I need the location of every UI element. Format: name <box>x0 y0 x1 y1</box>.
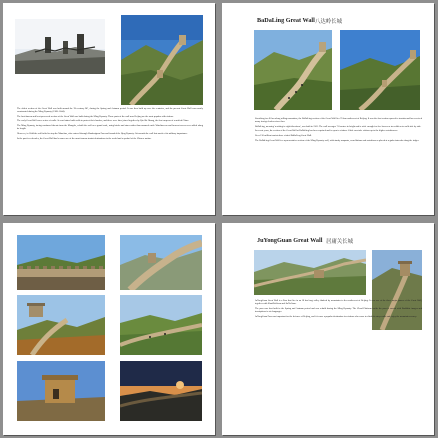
document-page-1[interactable] <box>3 3 215 215</box>
paragraph: JuYongGuan Great Wall is a Pass that lies in an 18 km long valley flanked by mountains to the north-west of Beijing. It was one of the three major passes of the Great Wall, together with ShanHaiGuan and JiaYuGuan. <box>255 299 422 306</box>
paragraph: Over 130 million tourists have visited BaDaLing Great Wall. <box>255 134 312 138</box>
paragraph: Stretching for 45 km along rolling mountains, the BaDaLing section of the Great Wall lies 70 km north-west of Beijing. It was the first section opened to tourists and has received many foreign leaders since then. <box>255 117 422 124</box>
paragraph: BaDaLing, meaning 'reaching in eight directions', was built in 1505. The wall averages 7.8 metres in height and is wide enough for five horses or ten soldiers to walk side by side. <box>255 124 422 128</box>
watchtower-dusk-photo <box>17 361 105 421</box>
page-title: BaDaLing Great Wall <box>257 17 315 24</box>
paragraph: The Ming Dynasty, facing continued threats from the Mongols, rebuilt the wall on a grand scale, using bricks and stone rather than rammed earth. Watchtowers and beacon towers were added along its length. <box>17 124 203 131</box>
great-wall-towers-photo <box>15 19 105 74</box>
page-title-chinese: 居庸关长城 <box>326 239 353 245</box>
paragraph: The pass was first built in the Spring and Autumn period and was rebuilt during the Ming Dynasty. The Cloud Platform inside the pass is carved with Buddhist images and inscriptions in six languages. <box>255 306 422 313</box>
watchtower-autumn-photo <box>17 295 105 355</box>
battlements-photo <box>17 235 105 290</box>
paragraph: In the past few decades, the Great Wall has become one of the most famous tourist destinations in the world and a symbol of the Chinese nation. <box>17 136 152 140</box>
paragraph: The early Great Wall was a series of walls. Several states built walls to protect their borders, and these were later joined together by Qin Shi Huang, the first emperor of a unified China. <box>17 119 189 123</box>
paragraph: In recent years, the section of the Great Wall at BaDaLing has been repaired and is open to visitors. Cable cars take visitors up to the higher watchtowers. <box>255 129 398 133</box>
paragraph: The BaDaLing Great Wall is a representative section of the Ming Dynasty wall, with sturdy ramparts, crenellations and watchtowers placed at regular intervals along the ridges. <box>255 138 420 142</box>
page-2-body-text <box>255 117 422 209</box>
steep-wall-photo <box>120 235 202 290</box>
document-page-4[interactable] <box>222 223 434 435</box>
great-wall-mountain-photo <box>121 15 203 105</box>
juyongguan-pass-photo <box>254 250 366 295</box>
badaling-wall-photo <box>254 30 332 110</box>
green-hills-wall-photo <box>120 295 202 355</box>
page-1-body-text <box>17 107 203 207</box>
paragraph: The oldest section of the Great Wall was built around the 7th century BC, during the Spring and Autumn period. It was then built up over the centuries, and the present Great Wall was mostly constructed during the Ming Dynasty (1368–1644). <box>17 107 203 114</box>
badaling-ridge-photo <box>340 30 420 110</box>
wall-sunset-photo <box>120 361 202 421</box>
paragraph: JuYongGuan Pass was important for the defence of Beijing, and it is now a popular destination for visitors who come to climb its steep walls and enjoy the mountain scenery. <box>255 314 417 318</box>
document-page-3[interactable] <box>3 223 215 435</box>
page-title: JuYongGuan Great Wall <box>257 237 323 244</box>
paragraph: The best-known and best-preserved section of the Great Wall was built during the Ming Dynasty. Those parts of the wall near Beijing are the most popular with visitors. <box>17 114 174 118</box>
document-page-2[interactable] <box>222 3 434 215</box>
paragraph: However, in 1644 the wall failed to stop the Manchus, who entered through Shanhaiguan Pass and founded the Qing Dynasty. Afterwards the wall lost much of its military importance. <box>17 131 188 135</box>
page-4-body-text <box>255 299 422 429</box>
page-title-chinese: 八达岭长城 <box>315 19 342 25</box>
